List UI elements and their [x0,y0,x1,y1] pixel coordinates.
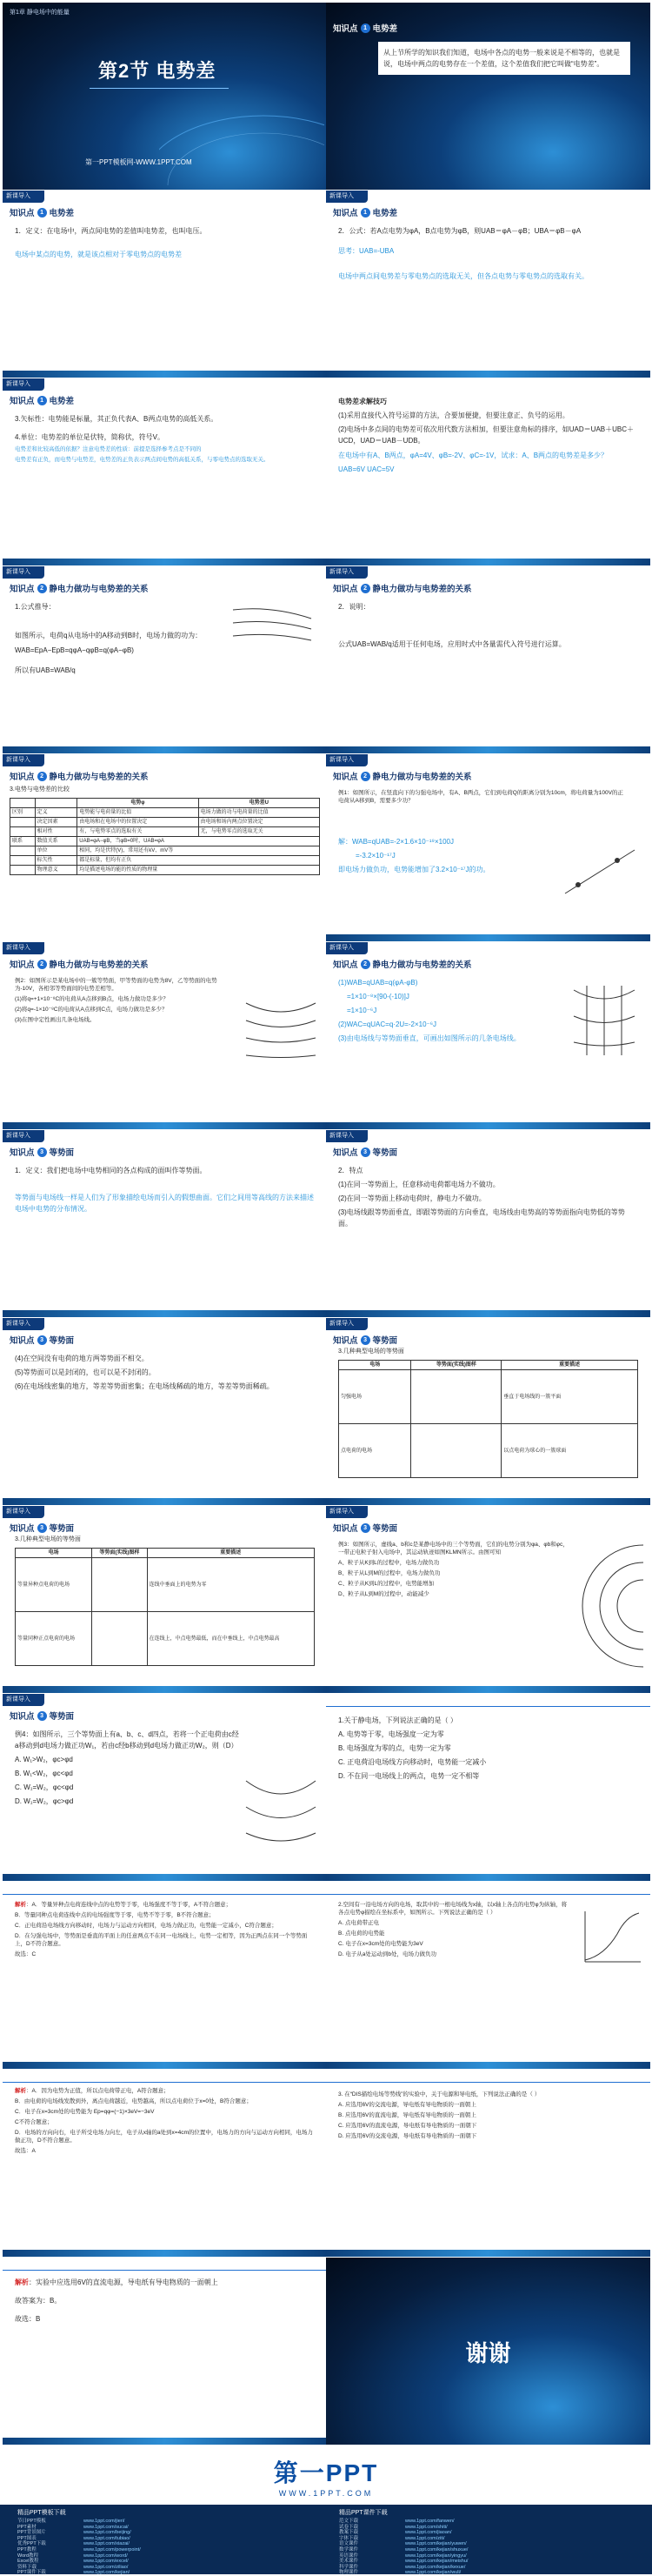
slide-tag: 新课导入 [3,191,44,203]
option-a: A. 应选用6V的交流电源，导电纸有导电物质的一面朝上 [338,2102,476,2108]
ad-url: WWW.1PPT.COM [278,2489,374,2498]
table-row: 等量异种点电荷的电场 连线中垂面上的电势为零 [16,1558,315,1612]
slide-property [3,378,327,565]
ad-link[interactable]: PPT素材 [17,2524,37,2530]
section-header: 知识点 1 电势差 [10,397,75,406]
top-line [3,2082,327,2083]
explanation-title: 2．说明： [338,603,370,611]
definition-note: 电场中某点的电势，就是该点相对于零电势点的电势差 [15,251,182,258]
ad-link[interactable]: PPT教程 [17,2546,37,2553]
concentric-arcs-diagram [574,1541,643,1671]
slide-example1 [326,754,650,941]
analysis3-b: 故答案为：B。 [15,2297,62,2305]
option-d: D、粒子从L到M的过程中，动能减少 [338,1591,429,1597]
table-row: 标矢性 都是标量，但均有正负 [10,856,320,866]
ad-link-url[interactable]: www.1ppt.com/jieri/ [83,2519,125,2524]
slide-typical-2 [3,1506,327,1693]
sol-1: (1)WAB=qUAB=q(φA-φB) [338,979,418,987]
cover-title-underline [90,88,229,89]
ad-link-url[interactable]: www.1ppt.com/kejian/yuwen/ [405,2541,467,2547]
intro-text-box [378,42,630,75]
ad-link[interactable]: 范文下载 [339,2519,359,2524]
slide-tag: 新课导入 [3,754,44,766]
ad-link[interactable]: 教案下载 [339,2530,359,2536]
example2-question: 例2：如图所示是某电场中的一簇等势面，甲等势面的电势为8V，乙等势面的电势为-10V，各相邻等势面间的电势差相等。 [15,978,217,992]
analysis2-c: C．电子在x=3cm处的电势能为 Ep=qφ=(−1)×3eV=−3eV [15,2109,155,2115]
note-2: 电势差有正负，而电势与电势差，电势差的正负表示两点间电势的高低关系，与零电势点的选取无关。 [15,457,269,463]
cover-title: 第2节 电势差 [98,60,216,82]
ad-link[interactable]: Excel教程 [17,2559,39,2565]
slide-explanation [326,566,650,753]
cover-slide [3,3,327,190]
table-row: 物理意义 均是描述电场的能的性质的物理量 [10,866,320,875]
slide-intro [326,3,650,190]
formula-text: 2．公式：若A点电势为φA，B点电势为φB，则UAB＝φA－φB；UBA＝φB－φA [338,227,582,235]
slide-formula [326,191,650,378]
example-question: 在电场中有A、B两点，φA=4V、φB=-2V、φC=-1V，试求：A、B两点的电势差是多少？ [338,452,609,459]
slide-tag: 新课导入 [326,191,368,203]
ad-link[interactable]: 美术课件 [339,2559,359,2565]
sol-5: (3)由电场线与等势面垂直，可画出如图所示的几条电场线。 [338,1034,521,1042]
slide-tag: 新课导入 [3,1506,44,1518]
table-row: 区别 定义 电势能与电荷量的比值 电场力做的功与电荷量的比值 [10,808,320,818]
section-header: 知识点 1 电势差 [333,24,398,34]
table-row: 单位 相同，均是伏特(V)，常用还有kV、mV等 [10,846,320,856]
bottom-bar [326,371,650,378]
slide-tag: 新课导入 [3,1130,44,1142]
analysis1-answer: 故选：C [15,1951,37,1957]
bottom-bar [326,1310,650,1317]
ad-link-url[interactable]: www.1ppt.com/jiaoan/ [405,2530,452,2536]
ad-link-url[interactable]: www.1ppt.com/fanwen/ [405,2519,455,2524]
ad-link-url[interactable]: www.1ppt.com/excel/ [83,2559,129,2565]
table-row: 点电荷的电场 以点电荷为球心的一簇球面 [339,1424,638,1478]
top-line [326,1894,650,1895]
section-header: 知识点 3 等势面 [10,1524,75,1534]
ad-link-url[interactable]: www.1ppt.com/sucai/ [83,2524,129,2530]
analysis2-b: B．由电荷的电场线发散到外，离点电荷越近，电势越高，所以点电荷位于x=0处，B符合题意； [15,2098,252,2104]
slide-tag: 新课导入 [326,1318,368,1330]
ad-link[interactable]: 英语课件 [339,2553,359,2559]
option-c: C、粒子从K到L的过程中，电势能增加 [338,1581,435,1587]
cover-site: 第一PPT模板网-WWW.1PPT.COM [85,158,192,166]
section-header: 知识点 2 静电力做功与电势差的关系 [10,960,149,970]
unit-text: 4.单位：电势差的单位是伏特，简称伏，符号V。 [15,433,165,441]
section-header: 知识点 2 静电力做功与电势差的关系 [333,960,472,970]
ad-link-url[interactable]: www.1ppt.com/kejian/wuli/ [405,2570,462,2576]
bottom-bar [3,2438,327,2445]
slide-thanks [326,2258,650,2445]
equipotential-diagram [237,994,320,1073]
example2-q1: (1)将q=+1×10⁻⁸C的电荷从A点移到B点，电场力做功是多少？ [15,996,169,1002]
field-lines-solution-diagram [565,981,643,1060]
section-header: 知识点 1 电势差 [333,209,398,218]
exercise2-question: 2.空间有一沿电场方向的电场，取其中的一根电场线为x轴，以x轴上各点的电势φ为纵轴，将各点电势φ描绘在坐标系中，如图所示。下列说法正确的是（ ） [338,1902,568,1916]
typical-table: 电场 等势面(实线)图样 重要描述 匀强电场 垂直于电场线的一簇平面 点电荷的电场 以点电荷为球心的一簇球面 [338,1360,638,1478]
analysis-label: 解析 [15,2088,26,2094]
slide-analysis3 [3,2258,327,2445]
slide-typical-1 [326,1318,650,1505]
bottom-bar [3,1874,327,1881]
analysis-label: 解析 [15,2278,29,2286]
table-row: 决定因素 由电场和在电场中的位置决定 由电场和场内两点位置决定 [10,818,320,827]
slide-analysis1 [3,1882,327,2069]
technique-head: 电势差求解技巧 [338,398,387,405]
ad-link[interactable]: Word教程 [17,2553,39,2559]
analysis3-a: 解析：实验中应选用6V的直流电源，导电纸有导电物质的一面朝上 [15,2278,218,2286]
bottom-bar [326,559,650,565]
ad-link[interactable]: 语文课件 [339,2541,359,2547]
section-header: 知识点 3 等势面 [333,1148,398,1158]
ad-link-url[interactable]: www.1ppt.com/tubiao/ [83,2535,130,2541]
ad-link[interactable]: 数学课件 [339,2546,359,2553]
slide-tag: 新课导入 [3,1318,44,1330]
feature-4: (4)在空间没有电荷的地方两等势面不相交。 [15,1355,149,1362]
option-b: B、粒子从L到M的过程中，电场力做负功 [338,1570,441,1576]
option-b: B. 应选用6V的直流电源，导电纸有导电物质的一面朝上 [338,2112,476,2118]
section-header: 知识点 3 等势面 [10,1148,75,1158]
section-header: 知识点 1 电势差 [10,209,75,218]
ad-link-url[interactable]: www.1ppt.com/beijing/ [83,2530,131,2536]
slide-equipotential-def [3,1130,327,1317]
ad-link[interactable]: 物理课件 [339,2570,359,2576]
sol-4: (2)WAC=qUAC=q·2U=-2×10⁻⁶J [338,1020,437,1028]
option-a: A、粒子从K到L的过程中，电场力做负功 [338,1560,440,1566]
feature-2: (2)在同一等势面上移动电荷时，静电力不做功。 [338,1194,486,1202]
field-lines-diagram [229,601,316,645]
ad-left-head: 精品PPT模板下载 [17,2510,66,2516]
option-b: B. 点电荷的电势能 [338,1930,385,1937]
bottom-bar [3,2062,327,2069]
slide-example3 [326,1506,650,1693]
analysis2-d: D．电场的方向向右，电子所受电场力向左，电子从x轴的a处到x=4cm的位置中，电场力的方向与运动方向相同，电场力做正功，D不符合题意。 [15,2130,313,2144]
option-c: C. 应选用6V的直流电源，导电纸有导电物质的一面朝下 [338,2123,477,2129]
option-d: D. 不在同一电场线上的两点，电势一定不相等 [338,1772,480,1780]
technique-1: (1)采用直接代入符号运算的方法，合要加便捷，但要注意正、负号的运用。 [338,411,569,419]
example3-question: 例3：如图所示，虚线a、b和c是某静电场中的三个等势面，它们的电势分别为φa、φb和φc，一带正电粒子射入电场中，其运动轨迹如图KLMN所示。由图可知 [338,1542,569,1556]
ad-link[interactable]: 节日PPT模板 [17,2519,46,2524]
ad-link[interactable]: PPT背景图片 [17,2530,46,2536]
option-d: D. 应选用6V的交流电源，导电纸有导电物质的一面朝下 [338,2133,477,2139]
scalar-text: 3.矢标性：电势能是标量，其正负代表A、B两点电势的高低关系。 [15,415,218,423]
technique-2: (2)电场中多点间的电势差可依次用代数方法相加，但要注意角标的排序，如UAD＝UAB＋UBC＋UCD，UAD＝UAB－UDB。 [338,425,635,445]
slide-example4 [3,1694,327,1881]
slide-example2-solution [326,942,650,1129]
derivation-text: 如图所示，电荷q从电场中的A移动到B时，电场力做的功为： [15,632,203,639]
ad-link-url[interactable]: www.1ppt.com/kejian/meishu/ [405,2559,469,2565]
bottom-bar [3,1686,327,1693]
feature-6: (6)在电场线密集的地方，等差等势面密集；在电场线稀疏的地方，等差等势面稀疏。 [15,1382,274,1390]
option-c: C. 正电荷沿电场线方向移动时，电势能一定减小 [338,1758,487,1766]
section-header: 知识点 3 等势面 [333,1336,398,1346]
bottom-bar [326,1874,650,1881]
example2-q2: (2)将q=-1×10⁻⁸C的电荷从A点移到C点，电场力做功是多少？ [15,1007,168,1013]
example1-question: 例1：如图所示，在竖直向下的匀强电场中，有A、B两点，它们到电荷Q的距离分别为10cm，将电荷量为100V的正电荷从A移到B，需要多少功？ [338,790,623,804]
typical-head: 3.几种典型电场的等势面 [338,1348,404,1355]
formula-note: 电场中两点间电势差与零电势点的选取无关，但各点电势与零电势点的选取有关。 [338,272,589,280]
example1-conclusion: 即电场力做负功，电势能增加了3.2×10⁻¹⁷J的功。 [338,866,490,873]
option-c: C. W₁=W₂，φc<φd [15,1783,74,1791]
option-c: C. 电子在x=3cm处的电势能为3eV [338,1941,423,1947]
comparison-table: 电势φ 电势差U 区别 定义 电势能与电荷量的比值 电场力做的功与电荷量的比值 决定因素 由电场和在电场中的位置决定 由电场和场内两点位置决定 相对性 有，与电势零点的选取有关 无，与电势零点的选取无关 联系 数值关系 UAB=φA−φB，当φB=0时，UAB=φA 单位 相同，均是伏特(V)，常用还有kV、mV等 标矢性 都是标量，但均有正负 物理意义 均是描述电场的能的性质的物理量 [10,798,320,875]
top-line [326,1706,650,1707]
example2-q3: (3)在图中定性画出几条电场线。 [15,1017,96,1023]
ad-link[interactable]: PPT图表 [17,2535,37,2541]
slide-exercise3 [326,2070,650,2257]
slide-tag: 新课导入 [326,1506,368,1518]
bottom-bar [326,2062,650,2069]
example1-solution: 解：WAB=qUAB=-2×1.6×10⁻¹⁹×100J [338,838,454,846]
option-a: A. W₁>W₂，φc>φd [15,1756,73,1763]
ad-link-url[interactable]: www.1ppt.com/powerpoint/ [83,2546,141,2553]
equipotential-def: 1．定义：我们把电场中电势相同的各点构成的面叫作等势面。 [15,1167,207,1174]
slide-analysis2 [3,2070,327,2257]
feature-3: (3)电场线跟等势面垂直，即跟等势面的方向垂直，电场线由电势高的等势面指向电势低的等势面。 [338,1208,625,1228]
slide-tag: 新课导入 [326,566,368,579]
ad-link[interactable]: 科学课件 [339,2564,359,2570]
analysis2-c2: C不符合题意； [15,2119,53,2125]
ad-logo: 第一PPT [273,2459,379,2486]
ad-link-url[interactable]: www.1ppt.com/kejian/kexue/ [405,2564,466,2570]
note-1: 电势差和比较高低的依据？注意电势差的性质：前提是选择参考点是不同的 [15,446,202,452]
ad-link-url[interactable]: www.1ppt.com/word/ [83,2553,128,2559]
slide-features [326,1130,650,1317]
example-answer: UAB=6V UAC=5V [338,465,395,473]
ad-link-url[interactable]: www.1ppt.com/kejian/ [83,2570,130,2576]
table-row: 相对性 有，与电势零点的选取有关 无，与电势零点的选取无关 [10,827,320,837]
slide-tag: 新课导入 [3,566,44,579]
bottom-bar [326,934,650,941]
bottom-bar [3,371,327,378]
ad-link[interactable]: 试卷下载 [339,2524,359,2530]
slide-tag: 新课导入 [3,1694,44,1706]
potential-graph [578,1908,643,1969]
example1-diagram [561,841,639,902]
table-row: 等量同种正点电荷的电场 在连线上，中点电势最低，而在中垂线上，中点电势最高 [16,1612,315,1666]
bottom-bar [3,559,327,565]
slide-comparison [3,754,327,941]
slide-tag: 新课导入 [3,942,44,954]
bottom-bar [326,1122,650,1129]
sol-3: =1×10⁻⁶J [347,1007,377,1014]
bottom-bar [326,1686,650,1693]
comparison-head: 3.电势与电势差的比较 [10,786,70,793]
bottom-bar [326,2250,650,2257]
analysis1-b: B．等量同种点电荷连线中点的电场强度等于零，电势不等于零，B不符合题意； [15,1912,215,1918]
option-b: B. W₁<W₂，φc<φd [15,1770,73,1777]
ad-link-url[interactable]: www.1ppt.com/ziti/ [405,2535,445,2541]
derivation-title: 1.公式推导： [15,603,56,611]
section-header: 知识点 2 静电力做功与电势差的关系 [333,773,472,782]
bottom-bar [3,1498,327,1505]
slide-derivation [3,566,327,753]
slide-exercise1 [326,1694,650,1881]
exercise3-question: 3. 在“DIS描绘电场等势线”的实验中，关于电源和导电纸，下列说法正确的是（ ） [338,2091,541,2098]
top-line [326,2082,650,2083]
option-d: D. W₁=W₂，φc>φd [15,1797,74,1805]
option-a: A. 电势等于零，电场强度一定为零 [338,1730,444,1738]
cover-top-tag: 第1章 静电场中的能量 [10,10,70,16]
slide-tag: 新课导入 [326,942,368,954]
analysis2-a: 解析：A．因为电势为正值，所以点电荷带正电，A符合题意； [15,2088,170,2094]
slide-technique [326,378,650,565]
earth-glow-graphic [159,90,324,185]
example4-question: 例4：如图所示，三个等势面上有a、b、c、d四点，若将一个正电荷由c经a移动到d电场力做正功W₁，若由c经b移动到d电场力做正功W₂，则（D） [15,1730,239,1750]
derivation-result: 所以有UAB=WAB/q [15,666,76,674]
features-title: 2．特点 [338,1167,363,1174]
slide-tag: 新课导入 [3,378,44,391]
bottom-bar [326,746,650,753]
option-d: D. 电子从a处运动到b处，电场力做负功 [338,1951,437,1957]
equipotential-note: 等势面与电场线一样是人们为了形象描绘电场而引入的假想曲面。它们之间用等高线的方法来描述电场中电势的分布情况。 [15,1194,314,1213]
ad-right-head: 精品PPT课件下载 [339,2510,388,2516]
slide-exercise2 [326,1882,650,2069]
bottom-bar [3,1122,327,1129]
option-b: B. 电场强度为零的点，电势一定为零 [338,1744,451,1752]
feature-5: (5)等势面可以是封闭的，也可以是不封闭的。 [15,1368,156,1376]
intro-text: 从上节所学的知识我们知道，电场中各点的电势一般来说是不相等的，也就是说，电场中两点的电势存在一个差值，这个差值我们把它叫做“电势差”。 [383,49,620,68]
bottom-bar [3,2250,327,2257]
ad-link-url[interactable]: www.1ppt.com/xiazai/ [83,2541,130,2547]
example1-step: =-3.2×10⁻¹⁷J [356,852,396,860]
analysis2-answer: 故选：A [15,2148,36,2154]
section-header: 知识点 2 静电力做功与电势差的关系 [10,585,149,594]
section-header: 知识点 3 等势面 [10,1712,75,1722]
ad-logo-area [0,2449,652,2505]
ad-link[interactable]: 资料下载 [17,2564,37,2570]
ad-link-url[interactable]: www.1ppt.com/ziliao/ [83,2564,129,2570]
slide-definition [3,191,327,378]
slide-features-2 [3,1318,327,1505]
definition-text: 1．定义：在电场中，两点间电势的差值叫电势差，也叫电压。 [15,227,207,235]
explanation-text: 公式UAB=WAB/q适用于任何电场，应用时式中各量需代入符号进行运算。 [338,640,566,648]
top-line [3,1894,327,1895]
ad-link-url[interactable]: www.1ppt.com/kejian/yingyu/ [405,2553,467,2559]
option-a: A. 点电荷带正电 [338,1920,379,1926]
sol-2: =1×10⁻⁸×[90-(-10)]J [347,993,409,1000]
example4-diagram [237,1772,320,1850]
ad-link[interactable]: 字体下载 [339,2535,359,2541]
section-header: 知识点 3 等势面 [333,1524,398,1534]
top-line [3,2270,327,2271]
thanks-text: 谢谢 [465,2340,511,2366]
typical-head-2: 3.几种典型电场的等势面 [15,1536,81,1542]
ad-link-url[interactable]: www.1ppt.com/kejian/shuxue/ [405,2546,469,2553]
analysis1-d: D．在匀强电场中，等势面是垂直的平面上的任意两点不在同一电场线上，电势一定相等，因为正两点在同一个等势面上，D不符合题意。 [15,1933,308,1947]
bottom-bar [3,1310,327,1317]
table-row: 匀强电场 垂直于电场线的一簇平面 [339,1370,638,1424]
feature-1: (1)在同一等势面上，任意移动电荷都电场力不做功。 [338,1181,500,1188]
section-header: 知识点 3 等势面 [10,1336,75,1346]
slide-example2 [3,942,327,1129]
ad-link-url[interactable]: www.1ppt.com/shiti/ [405,2524,448,2530]
think-text: 思考：UAB=-UBA [338,247,395,255]
ad-link[interactable]: 优秀PPT下载 [17,2541,46,2547]
exercise1-question: 1.关于静电场，下列说法正确的是（ ） [338,1716,457,1724]
derivation-formula: WAB=EpA−EpB=qφA−qφB=q(φA−φB) [15,646,134,654]
slide-tag: 新课导入 [326,1130,368,1142]
bottom-bar [326,1498,650,1505]
analysis1-c: C．正电荷沿电场线方向移动时，电场力与运动方向相同，电场力做正功，电势能一定减小，C符合题意； [15,1923,277,1929]
ad-links-area [0,2505,652,2574]
analysis1-a: 解析：A．等量异种点电荷连线中点的电势等于零，电场强度不等于零，A不符合题意； [15,1902,232,1908]
analysis-label: 解析 [15,1902,26,1908]
section-header: 知识点 2 静电力做功与电势差的关系 [10,773,149,782]
ad-link[interactable]: PPT课件下载 [17,2570,46,2576]
section-header: 知识点 2 静电力做功与电势差的关系 [333,585,472,594]
analysis3-answer: 故选：B [15,2315,41,2323]
bottom-bar [3,746,327,753]
table-row: 联系 数值关系 UAB=φA−φB，当φB=0时，UAB=φA [10,837,320,846]
slide-tag: 新课导入 [326,754,368,766]
typical-table-2: 电场 等势面(实线)图样 重要描述 等量异种点电荷的电场 连线中垂面上的电势为零 等量同种正点电荷的电场 在连线上，中点电势最低，而在中垂线上，中点电势最高 [15,1548,315,1666]
